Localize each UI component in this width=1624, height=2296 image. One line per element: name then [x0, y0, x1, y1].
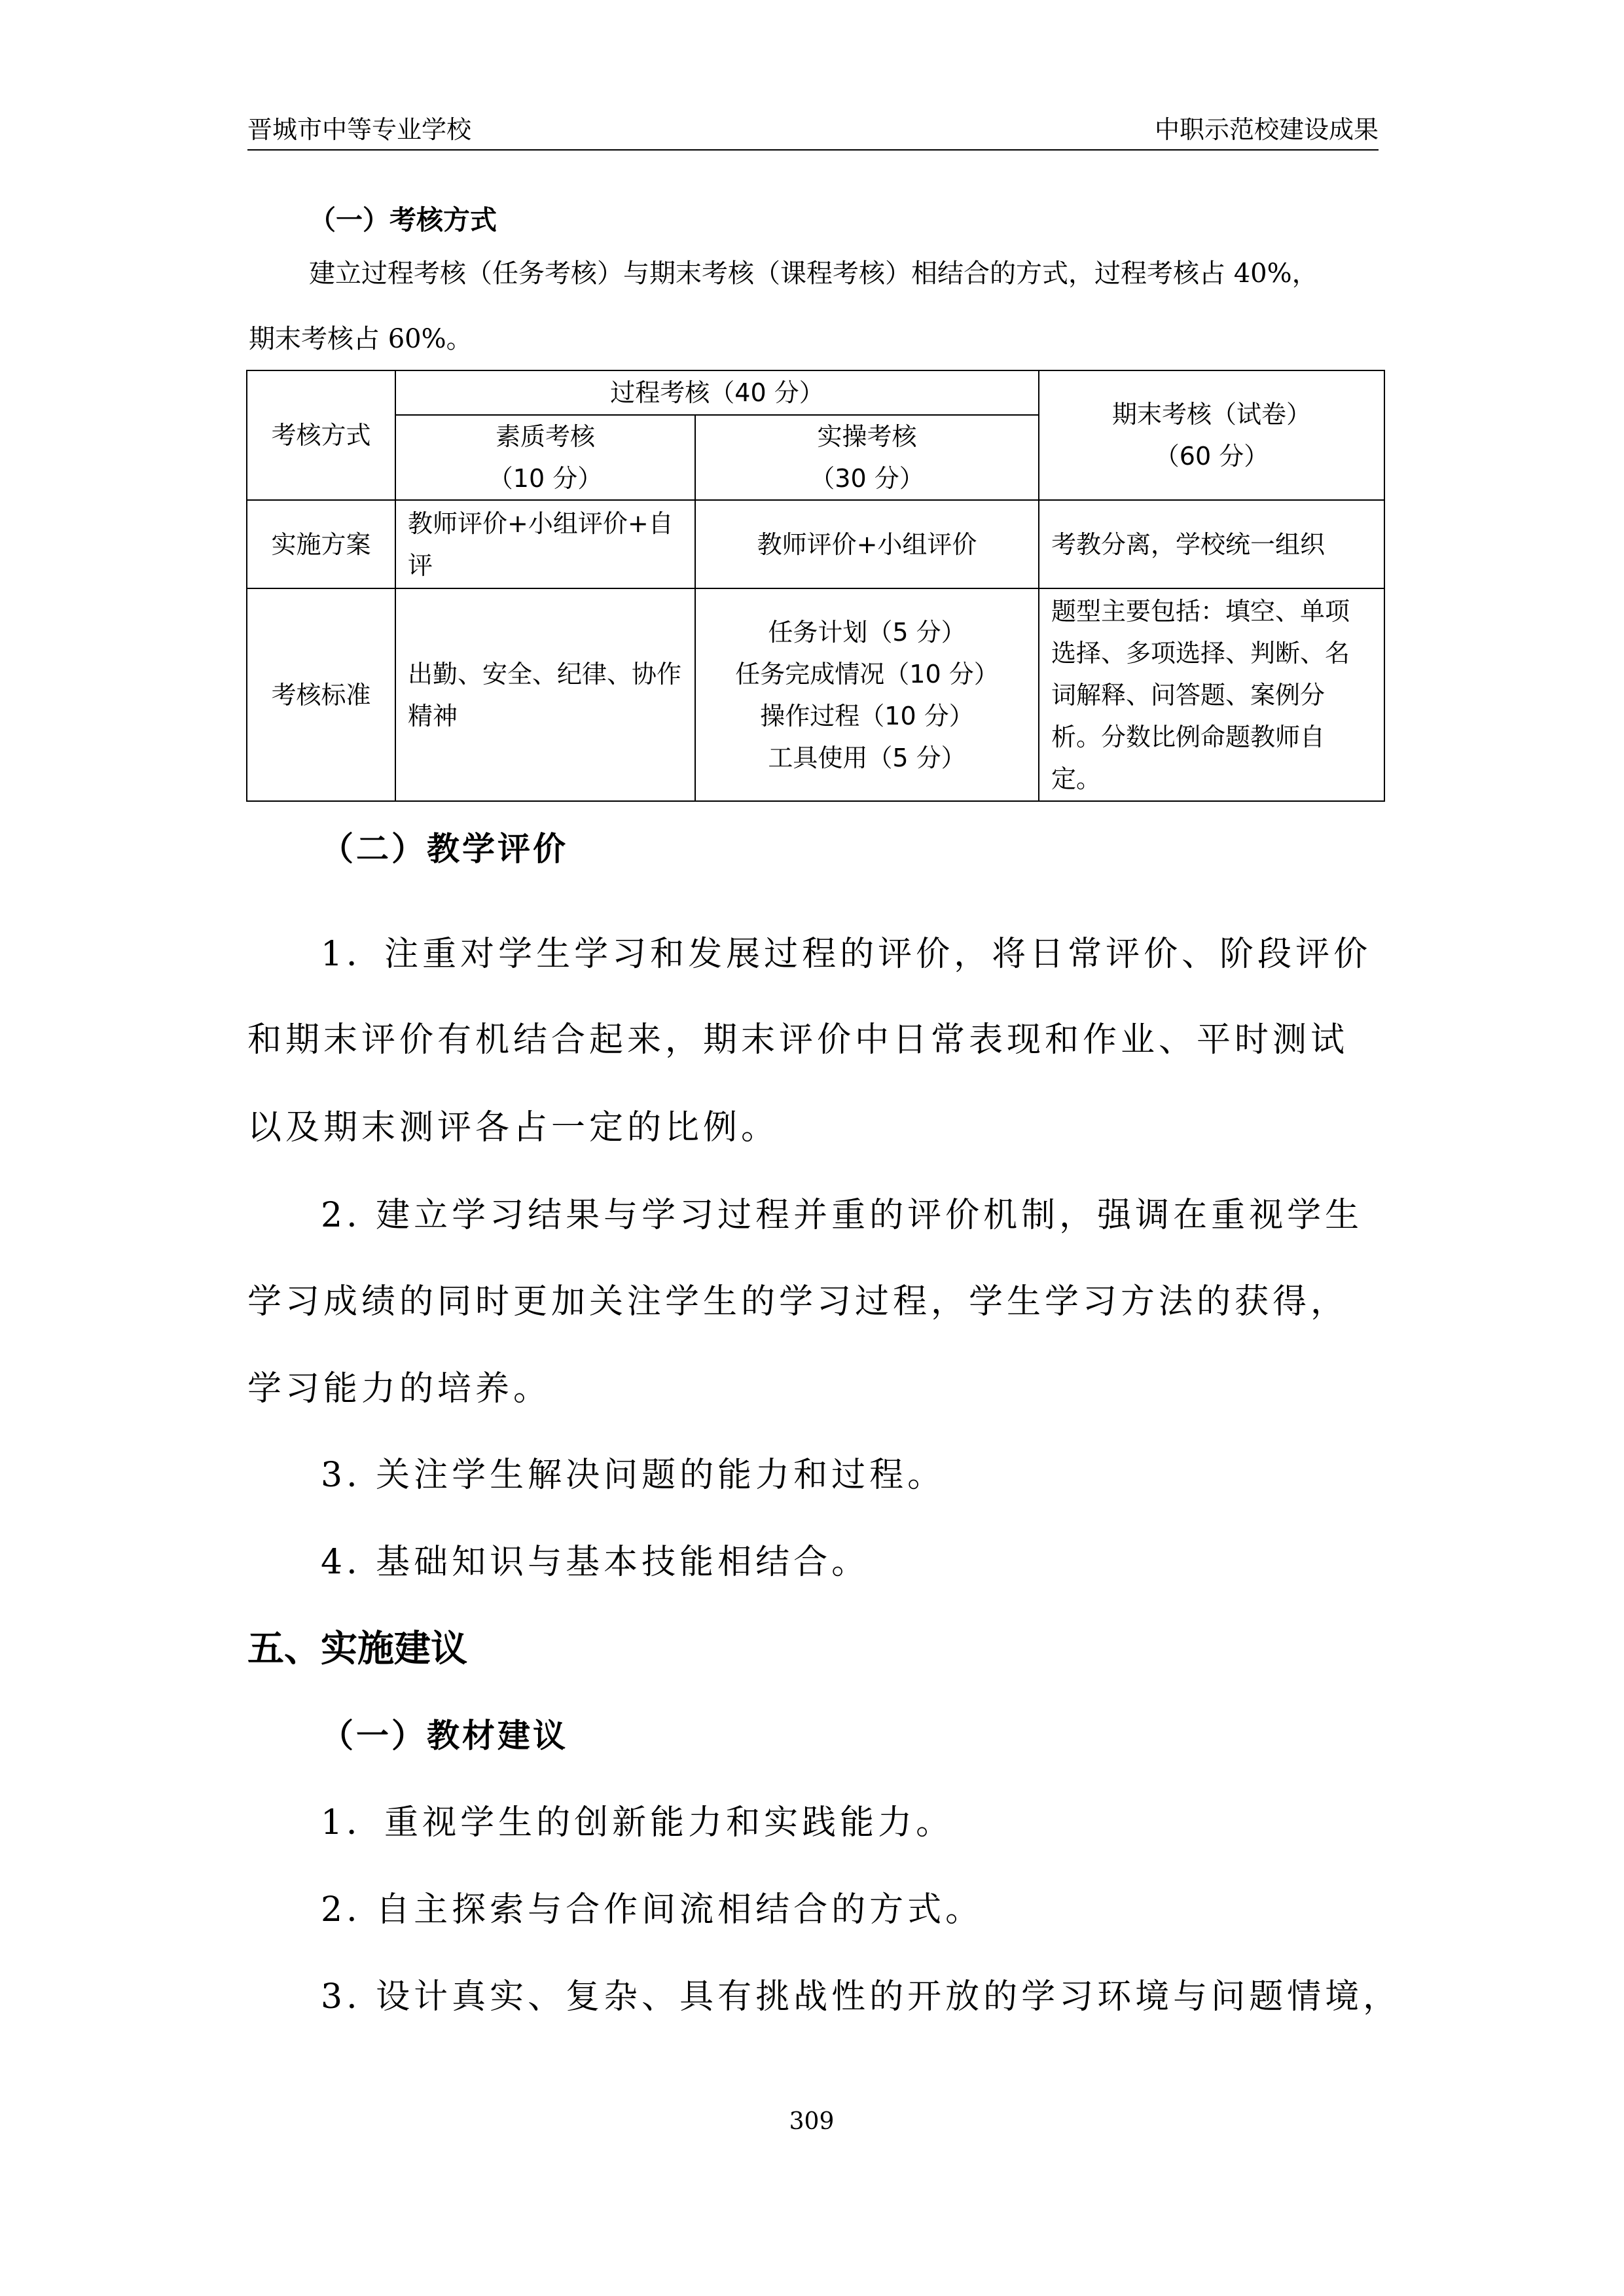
paragraph-line: 和期末评价有机结合起来，期末评价中日常表现和作业、平时测试: [247, 1020, 1349, 1060]
assessment-method-heading: （一）考核方式: [309, 204, 497, 236]
row-label: 考核标准: [247, 588, 395, 801]
paragraph-line: 2. 建立学习结果与学习过程并重的评价机制，强调在重视学生: [321, 1196, 1363, 1235]
table-row: [247, 500, 1384, 588]
practice-criterion: 操作过程（10 分）: [760, 701, 974, 730]
row-label: 实施方案: [247, 500, 395, 588]
paragraph-line: 学习成绩的同时更加关注学生的学习过程，学生学习方法的获得，: [247, 1282, 1349, 1321]
suggestion-item: 1．重视学生的创新能力和实践能力。: [321, 1803, 954, 1842]
process-assessment-header: 过程考核（40 分）: [395, 370, 1039, 415]
final-header-label: 期末考核（试卷）: [1111, 400, 1311, 429]
header-school-name: 晋城市中等专业学校: [247, 115, 472, 144]
quality-assessment-header: [395, 415, 695, 500]
paragraph-line: 学习能力的培养。: [247, 1369, 552, 1408]
table-corner-header: 考核方式: [247, 370, 395, 500]
paragraph-line: 以及期末测评各占一定的比例。: [247, 1108, 780, 1147]
paragraph-line: 4. 基础知识与基本技能相结合。: [321, 1543, 870, 1582]
quality-header-label: 素质考核: [495, 422, 595, 451]
header-collection-title: 中职示范校建设成果: [1154, 115, 1379, 144]
row-practice-cell: 教师评价+小组评价: [695, 500, 1039, 588]
row-practice-cell: [695, 588, 1039, 801]
row-quality-cell: 出勤、安全、纪律、协作精神: [395, 588, 695, 801]
assessment-table: [246, 370, 1385, 802]
final-header-score: （60 分）: [1154, 442, 1269, 471]
final-assessment-header: [1039, 370, 1384, 500]
practice-criterion: 工具使用（5 分）: [768, 743, 966, 772]
paragraph-line: 1．注重对学生学习和发展过程的评价，将日常评价、阶段评价: [321, 935, 1372, 974]
page-number: 309: [789, 2108, 835, 2135]
teaching-evaluation-heading: （二）教学评价: [321, 829, 568, 868]
practice-header-label: 实操考核: [817, 422, 917, 451]
textbook-suggestions-heading: （一）教材建议: [321, 1716, 568, 1755]
assessment-intro-line-2: 期末考核占 60%。: [249, 324, 473, 354]
row-final-cell: 考教分离，学校统一组织: [1039, 500, 1384, 588]
row-final-cell: 题型主要包括：填空、单项选择、多项选择、判断、名词解释、问答题、案例分析。分数比例命题教师自定。: [1039, 588, 1384, 801]
page-header: [247, 110, 1379, 151]
suggestion-item: 3. 设计真实、复杂、具有挑战性的开放的学习环境与问题情境，: [321, 1977, 1401, 2017]
suggestion-item: 2. 自主探索与合作间流相结合的方式。: [321, 1890, 984, 1929]
paragraph-line: 3. 关注学生解决问题的能力和过程。: [321, 1456, 946, 1495]
implementation-suggestions-heading: 五、实施建议: [247, 1628, 467, 1670]
practice-assessment-header: [695, 415, 1039, 500]
practice-header-score: （30 分）: [810, 464, 924, 493]
assessment-intro-line-1: 建立过程考核（任务考核）与期末考核（课程考核）相结合的方式，过程考核占 40%，: [309, 259, 1318, 289]
row-quality-cell: 教师评价+小组评价+自评: [395, 500, 695, 588]
practice-criterion: 任务完成情况（10 分）: [735, 659, 999, 689]
practice-criterion: 任务计划（5 分）: [768, 617, 966, 647]
table-row: [247, 588, 1384, 801]
quality-header-score: （10 分）: [488, 464, 603, 493]
